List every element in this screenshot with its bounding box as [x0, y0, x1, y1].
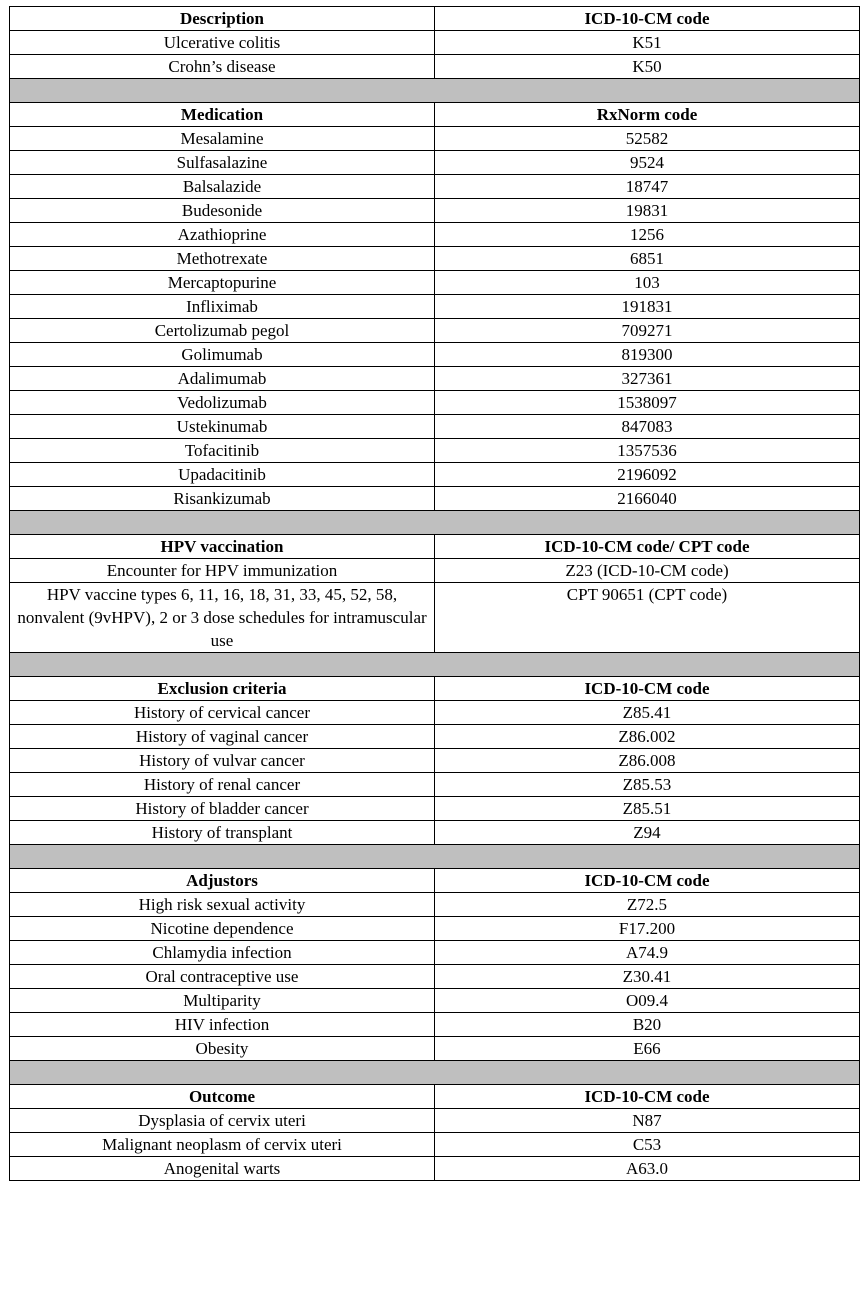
row-code: Z23 (ICD-10-CM code) — [435, 559, 860, 583]
row-description: Chlamydia infection — [10, 941, 435, 965]
section-header-row — [10, 7, 860, 31]
code-table-container — [9, 6, 859, 1181]
row-description: Upadacitinib — [10, 463, 435, 487]
code-table — [9, 6, 860, 1181]
section-header-row — [10, 535, 860, 559]
table-row — [10, 1157, 860, 1181]
table-row — [10, 391, 860, 415]
row-description: Ulcerative colitis — [10, 31, 435, 55]
table-row — [10, 1013, 860, 1037]
separator-cell — [10, 79, 860, 103]
section-header-label: Outcome — [10, 1085, 435, 1109]
section-header-code: ICD-10-CM code — [435, 869, 860, 893]
row-code: CPT 90651 (CPT code) — [435, 583, 860, 653]
row-code: 1538097 — [435, 391, 860, 415]
row-description: HPV vaccine types 6, 11, 16, 18, 31, 33, 45, 52, 58, nonvalent (9vHPV), 2 or 3 dose schedules for intramuscular use — [10, 583, 435, 653]
row-description: Mesalamine — [10, 127, 435, 151]
table-row — [10, 367, 860, 391]
code-table-body — [10, 7, 860, 1181]
row-description: Methotrexate — [10, 247, 435, 271]
row-code: N87 — [435, 1109, 860, 1133]
row-code: B20 — [435, 1013, 860, 1037]
row-description: History of bladder cancer — [10, 797, 435, 821]
row-code: E66 — [435, 1037, 860, 1061]
row-code: Z85.41 — [435, 701, 860, 725]
section-header-code: ICD-10-CM code — [435, 1085, 860, 1109]
row-code: 847083 — [435, 415, 860, 439]
row-code: 709271 — [435, 319, 860, 343]
row-description: Ustekinumab — [10, 415, 435, 439]
table-row — [10, 965, 860, 989]
row-description: HIV infection — [10, 1013, 435, 1037]
table-row — [10, 247, 860, 271]
table-row — [10, 199, 860, 223]
row-code: 1357536 — [435, 439, 860, 463]
row-description: History of transplant — [10, 821, 435, 845]
row-code: Z85.53 — [435, 773, 860, 797]
row-description: History of vaginal cancer — [10, 725, 435, 749]
table-row — [10, 559, 860, 583]
table-row — [10, 941, 860, 965]
table-row — [10, 55, 860, 79]
table-row — [10, 749, 860, 773]
row-code: F17.200 — [435, 917, 860, 941]
row-description: Multiparity — [10, 989, 435, 1013]
table-row — [10, 797, 860, 821]
row-description: Adalimumab — [10, 367, 435, 391]
section-header-label: Description — [10, 7, 435, 31]
table-row — [10, 773, 860, 797]
table-row — [10, 989, 860, 1013]
section-header-label: Exclusion criteria — [10, 677, 435, 701]
table-row — [10, 271, 860, 295]
row-code: A63.0 — [435, 1157, 860, 1181]
section-separator — [10, 511, 860, 535]
section-header-label: Adjustors — [10, 869, 435, 893]
row-description: Budesonide — [10, 199, 435, 223]
section-header-row — [10, 869, 860, 893]
section-header-code: ICD-10-CM code — [435, 7, 860, 31]
row-description: Sulfasalazine — [10, 151, 435, 175]
table-row — [10, 893, 860, 917]
table-row — [10, 701, 860, 725]
table-row — [10, 583, 860, 653]
section-header-row — [10, 677, 860, 701]
separator-cell — [10, 653, 860, 677]
section-header-code: RxNorm code — [435, 103, 860, 127]
section-separator — [10, 1061, 860, 1085]
row-code: 327361 — [435, 367, 860, 391]
table-row — [10, 487, 860, 511]
table-row — [10, 1109, 860, 1133]
table-row — [10, 415, 860, 439]
table-row — [10, 127, 860, 151]
separator-cell — [10, 1061, 860, 1085]
row-description: Encounter for HPV immunization — [10, 559, 435, 583]
row-code: O09.4 — [435, 989, 860, 1013]
table-row — [10, 175, 860, 199]
table-row — [10, 725, 860, 749]
row-code: 103 — [435, 271, 860, 295]
row-code: 191831 — [435, 295, 860, 319]
section-header-code: ICD-10-CM code/ CPT code — [435, 535, 860, 559]
table-row — [10, 31, 860, 55]
row-description: History of renal cancer — [10, 773, 435, 797]
row-code: Z86.002 — [435, 725, 860, 749]
row-code: 6851 — [435, 247, 860, 271]
row-code: Z86.008 — [435, 749, 860, 773]
row-description: Azathioprine — [10, 223, 435, 247]
row-description: Balsalazide — [10, 175, 435, 199]
row-code: 2166040 — [435, 487, 860, 511]
row-description: Crohn’s disease — [10, 55, 435, 79]
row-description: Mercaptopurine — [10, 271, 435, 295]
row-description: Anogenital warts — [10, 1157, 435, 1181]
row-code: K50 — [435, 55, 860, 79]
table-row — [10, 821, 860, 845]
row-description: Nicotine dependence — [10, 917, 435, 941]
table-row — [10, 319, 860, 343]
row-code: K51 — [435, 31, 860, 55]
row-code: 2196092 — [435, 463, 860, 487]
separator-cell — [10, 845, 860, 869]
row-description: Tofacitinib — [10, 439, 435, 463]
table-row — [10, 917, 860, 941]
section-separator — [10, 845, 860, 869]
section-header-code: ICD-10-CM code — [435, 677, 860, 701]
row-code: 9524 — [435, 151, 860, 175]
row-code: C53 — [435, 1133, 860, 1157]
row-code: Z30.41 — [435, 965, 860, 989]
row-code: Z94 — [435, 821, 860, 845]
section-header-label: HPV vaccination — [10, 535, 435, 559]
row-code: Z72.5 — [435, 893, 860, 917]
table-row — [10, 223, 860, 247]
row-code: 1256 — [435, 223, 860, 247]
table-row — [10, 295, 860, 319]
section-separator — [10, 653, 860, 677]
separator-cell — [10, 511, 860, 535]
section-header-row — [10, 103, 860, 127]
row-description: Certolizumab pegol — [10, 319, 435, 343]
row-description: Golimumab — [10, 343, 435, 367]
row-description: Risankizumab — [10, 487, 435, 511]
row-code: 19831 — [435, 199, 860, 223]
table-row — [10, 1133, 860, 1157]
table-row — [10, 463, 860, 487]
row-description: Vedolizumab — [10, 391, 435, 415]
section-header-row — [10, 1085, 860, 1109]
table-row — [10, 151, 860, 175]
row-description: High risk sexual activity — [10, 893, 435, 917]
section-header-label: Medication — [10, 103, 435, 127]
row-description: Infliximab — [10, 295, 435, 319]
row-code: A74.9 — [435, 941, 860, 965]
table-row — [10, 1037, 860, 1061]
table-row — [10, 343, 860, 367]
row-description: Obesity — [10, 1037, 435, 1061]
table-row — [10, 439, 860, 463]
row-description: History of vulvar cancer — [10, 749, 435, 773]
row-code: 52582 — [435, 127, 860, 151]
section-separator — [10, 79, 860, 103]
row-code: Z85.51 — [435, 797, 860, 821]
row-code: 819300 — [435, 343, 860, 367]
row-code: 18747 — [435, 175, 860, 199]
row-description: Malignant neoplasm of cervix uteri — [10, 1133, 435, 1157]
row-description: Dysplasia of cervix uteri — [10, 1109, 435, 1133]
row-description: Oral contraceptive use — [10, 965, 435, 989]
row-description: History of cervical cancer — [10, 701, 435, 725]
